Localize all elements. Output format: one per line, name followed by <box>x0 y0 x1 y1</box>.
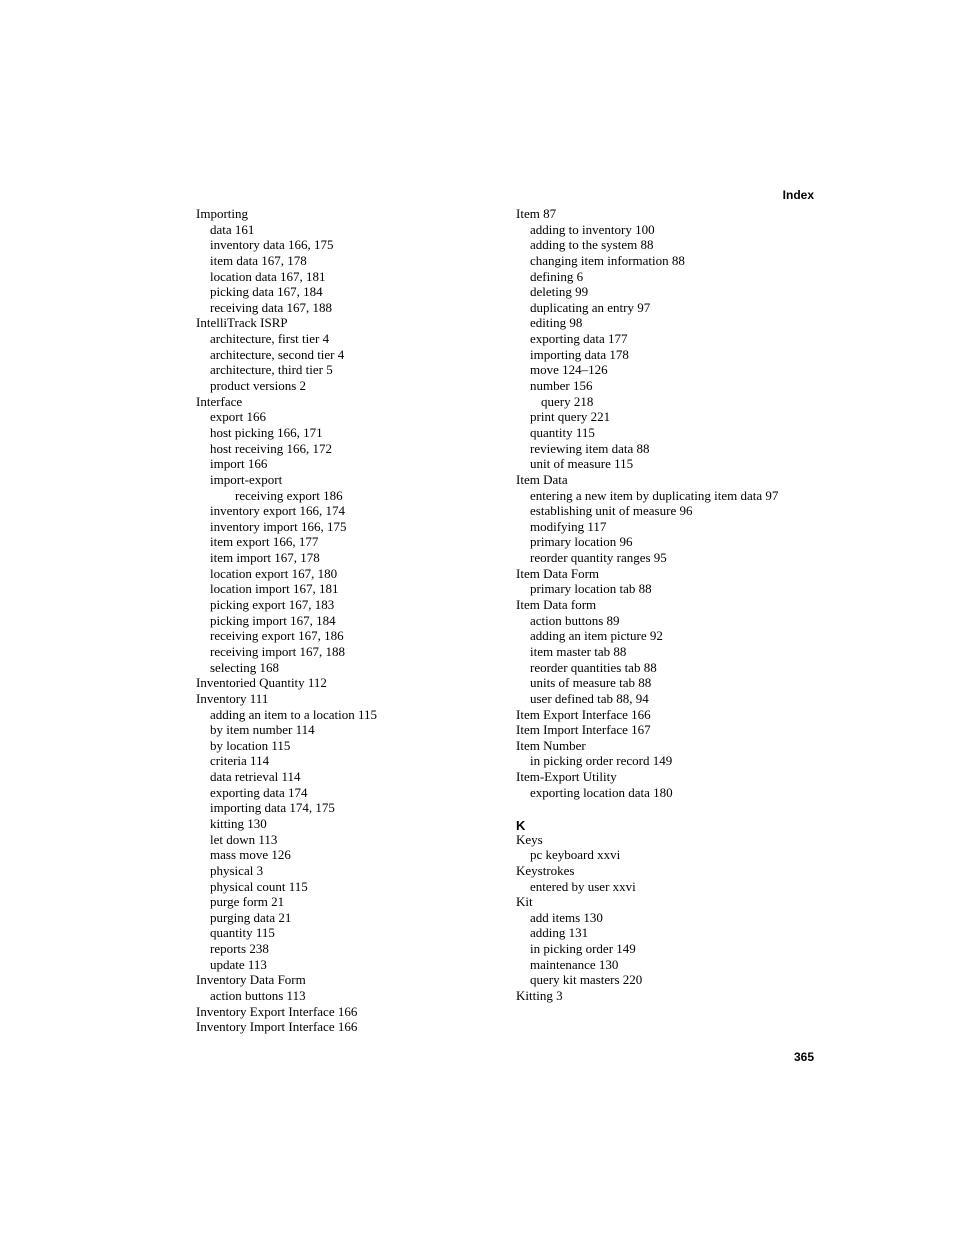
index-sub-entry: location import 167, 181 <box>210 581 339 597</box>
index-sub-entry: import-export <box>210 471 283 487</box>
index-sub-entry: criteria 114 <box>210 753 270 769</box>
index-sub-entry: item master tab 88 <box>530 643 627 659</box>
index-main-entry: Inventoried Quantity 112 <box>196 675 327 691</box>
index-sub-entry: add items 130 <box>530 909 603 925</box>
index-sub-entry: reviewing item data 88 <box>530 440 650 456</box>
page-number: 365 <box>793 1050 814 1064</box>
index-main-entry: Inventory 111 <box>196 690 269 706</box>
index-subsub-entry: query 218 <box>541 393 594 409</box>
index-main-entry: Item 87 <box>516 206 557 221</box>
index-main-entry: Interface <box>196 393 243 409</box>
index-sub-entry: in picking order record 149 <box>530 753 673 769</box>
section-letter-heading: K <box>516 817 526 833</box>
index-sub-entry: reorder quantity ranges 95 <box>530 550 667 566</box>
index-sub-entry: item data 167, 178 <box>210 252 307 268</box>
index-main-entry: Item Data <box>516 471 568 487</box>
index-sub-entry: user defined tab 88, 94 <box>530 690 649 706</box>
index-main-entry: Item Number <box>516 737 586 753</box>
index-sub-entry: exporting data 177 <box>530 331 628 347</box>
index-sub-entry: adding 131 <box>530 925 589 941</box>
section-spacer <box>516 800 778 816</box>
index-main-entry: Inventory Import Interface 166 <box>196 1019 358 1035</box>
index-sub-entry: inventory import 166, 175 <box>210 518 347 534</box>
index-main-entry: Importing <box>196 206 248 221</box>
index-sub-entry: duplicating an entry 97 <box>530 299 651 315</box>
index-sub-entry: entered by user xxvi <box>530 878 636 894</box>
index-sub-entry: changing item information 88 <box>530 252 685 268</box>
index-sub-entry: by item number 114 <box>210 722 315 738</box>
index-sub-entry: item import 167, 178 <box>210 550 320 566</box>
index-sub-entry: item export 166, 177 <box>210 534 319 550</box>
index-sub-entry: reports 238 <box>210 941 269 957</box>
index-sub-entry: purge form 21 <box>210 894 285 910</box>
index-sub-entry: maintenance 130 <box>530 956 619 972</box>
index-sub-entry: editing 98 <box>530 315 583 331</box>
index-sub-entry: primary location tab 88 <box>530 581 652 597</box>
index-sub-entry: physical count 115 <box>210 878 308 894</box>
index-sub-entry: action buttons 89 <box>530 612 620 628</box>
index-sub-entry: picking data 167, 184 <box>210 284 323 300</box>
index-sub-entry: units of measure tab 88 <box>530 675 652 691</box>
index-sub-entry: adding an item to a location 115 <box>210 706 378 722</box>
index-sub-entry: modifying 117 <box>530 518 607 534</box>
index-sub-entry: inventory export 166, 174 <box>210 503 346 519</box>
index-sub-entry: host receiving 166, 172 <box>210 440 333 456</box>
running-header-title: Index <box>782 188 814 202</box>
index-sub-entry: deleting 99 <box>530 284 589 300</box>
index-sub-entry: picking import 167, 184 <box>210 612 336 628</box>
index-sub-entry: selecting 168 <box>210 659 279 675</box>
index-sub-entry: purging data 21 <box>210 909 292 925</box>
index-main-entry: IntelliTrack ISRP <box>196 315 288 331</box>
index-sub-entry: number 156 <box>530 378 593 394</box>
index-sub-entry: picking export 167, 183 <box>210 597 335 613</box>
index-sub-entry: action buttons 113 <box>210 988 306 1004</box>
index-sub-entry: architecture, second tier 4 <box>210 346 345 362</box>
index-sub-entry: defining 6 <box>530 268 584 284</box>
index-main-entry: Inventory Export Interface 166 <box>196 1003 358 1019</box>
index-sub-entry: product versions 2 <box>210 378 307 394</box>
index-sub-entry: import 166 <box>210 456 268 472</box>
index-sub-entry: entering a new item by duplicating item data 97 <box>530 487 779 503</box>
index-sub-entry: receiving data 167, 188 <box>210 299 333 315</box>
index-sub-entry: adding to the system 88 <box>530 237 654 253</box>
index-sub-entry: update 113 <box>210 956 267 972</box>
index-column-right <box>516 206 778 1004</box>
index-sub-entry: data 161 <box>210 221 255 237</box>
index-column-left <box>196 206 377 1035</box>
index-main-entry: Inventory Data Form <box>196 972 306 988</box>
index-sub-entry: adding to inventory 100 <box>530 221 655 237</box>
index-main-entry: Kitting 3 <box>516 988 563 1004</box>
index-main-entry: Item Import Interface 167 <box>516 722 651 738</box>
index-sub-entry: importing data 178 <box>530 346 629 362</box>
index-sub-entry: adding an item picture 92 <box>530 628 663 644</box>
index-sub-entry: location export 167, 180 <box>210 565 338 581</box>
index-main-entry: Item-Export Utility <box>516 769 617 785</box>
index-sub-entry: receiving export 167, 186 <box>210 628 344 644</box>
index-sub-entry: quantity 115 <box>210 925 275 941</box>
index-sub-entry: quantity 115 <box>530 424 595 440</box>
index-main-entry: Item Data form <box>516 597 597 613</box>
index-sub-entry: architecture, first tier 4 <box>210 331 330 347</box>
index-sub-entry: establishing unit of measure 96 <box>530 503 693 519</box>
index-sub-entry: move 124–126 <box>530 362 608 378</box>
index-sub-entry: physical 3 <box>210 862 264 878</box>
index-main-entry: Keys <box>516 831 543 847</box>
index-sub-entry: mass move 126 <box>210 847 291 863</box>
index-sub-entry: by location 115 <box>210 737 291 753</box>
index-main-entry: Keystrokes <box>516 862 575 878</box>
index-sub-entry: inventory data 166, 175 <box>210 237 334 253</box>
index-sub-entry: unit of measure 115 <box>530 456 634 472</box>
index-sub-entry: in picking order 149 <box>530 941 636 957</box>
index-main-entry: Kit <box>516 894 533 910</box>
index-subsub-entry: receiving export 186 <box>235 487 343 503</box>
index-sub-entry: kitting 130 <box>210 815 267 831</box>
index-sub-entry: export 166 <box>210 409 266 425</box>
index-main-entry: Item Data Form <box>516 565 600 581</box>
index-sub-entry: importing data 174, 175 <box>210 800 335 816</box>
index-sub-entry: let down 113 <box>210 831 278 847</box>
index-sub-entry: print query 221 <box>530 409 611 425</box>
index-sub-entry: architecture, third tier 5 <box>210 362 333 378</box>
index-main-entry: Item Export Interface 166 <box>516 706 651 722</box>
index-sub-entry: query kit masters 220 <box>530 972 643 988</box>
index-sub-entry: exporting data 174 <box>210 784 308 800</box>
index-sub-entry: location data 167, 181 <box>210 268 326 284</box>
index-sub-entry: primary location 96 <box>530 534 633 550</box>
index-sub-entry: reorder quantities tab 88 <box>530 659 657 675</box>
index-sub-entry: exporting location data 180 <box>530 784 673 800</box>
index-sub-entry: host picking 166, 171 <box>210 424 323 440</box>
index-sub-entry: data retrieval 114 <box>210 769 301 785</box>
index-sub-entry: pc keyboard xxvi <box>530 847 621 863</box>
index-sub-entry: receiving import 167, 188 <box>210 643 346 659</box>
